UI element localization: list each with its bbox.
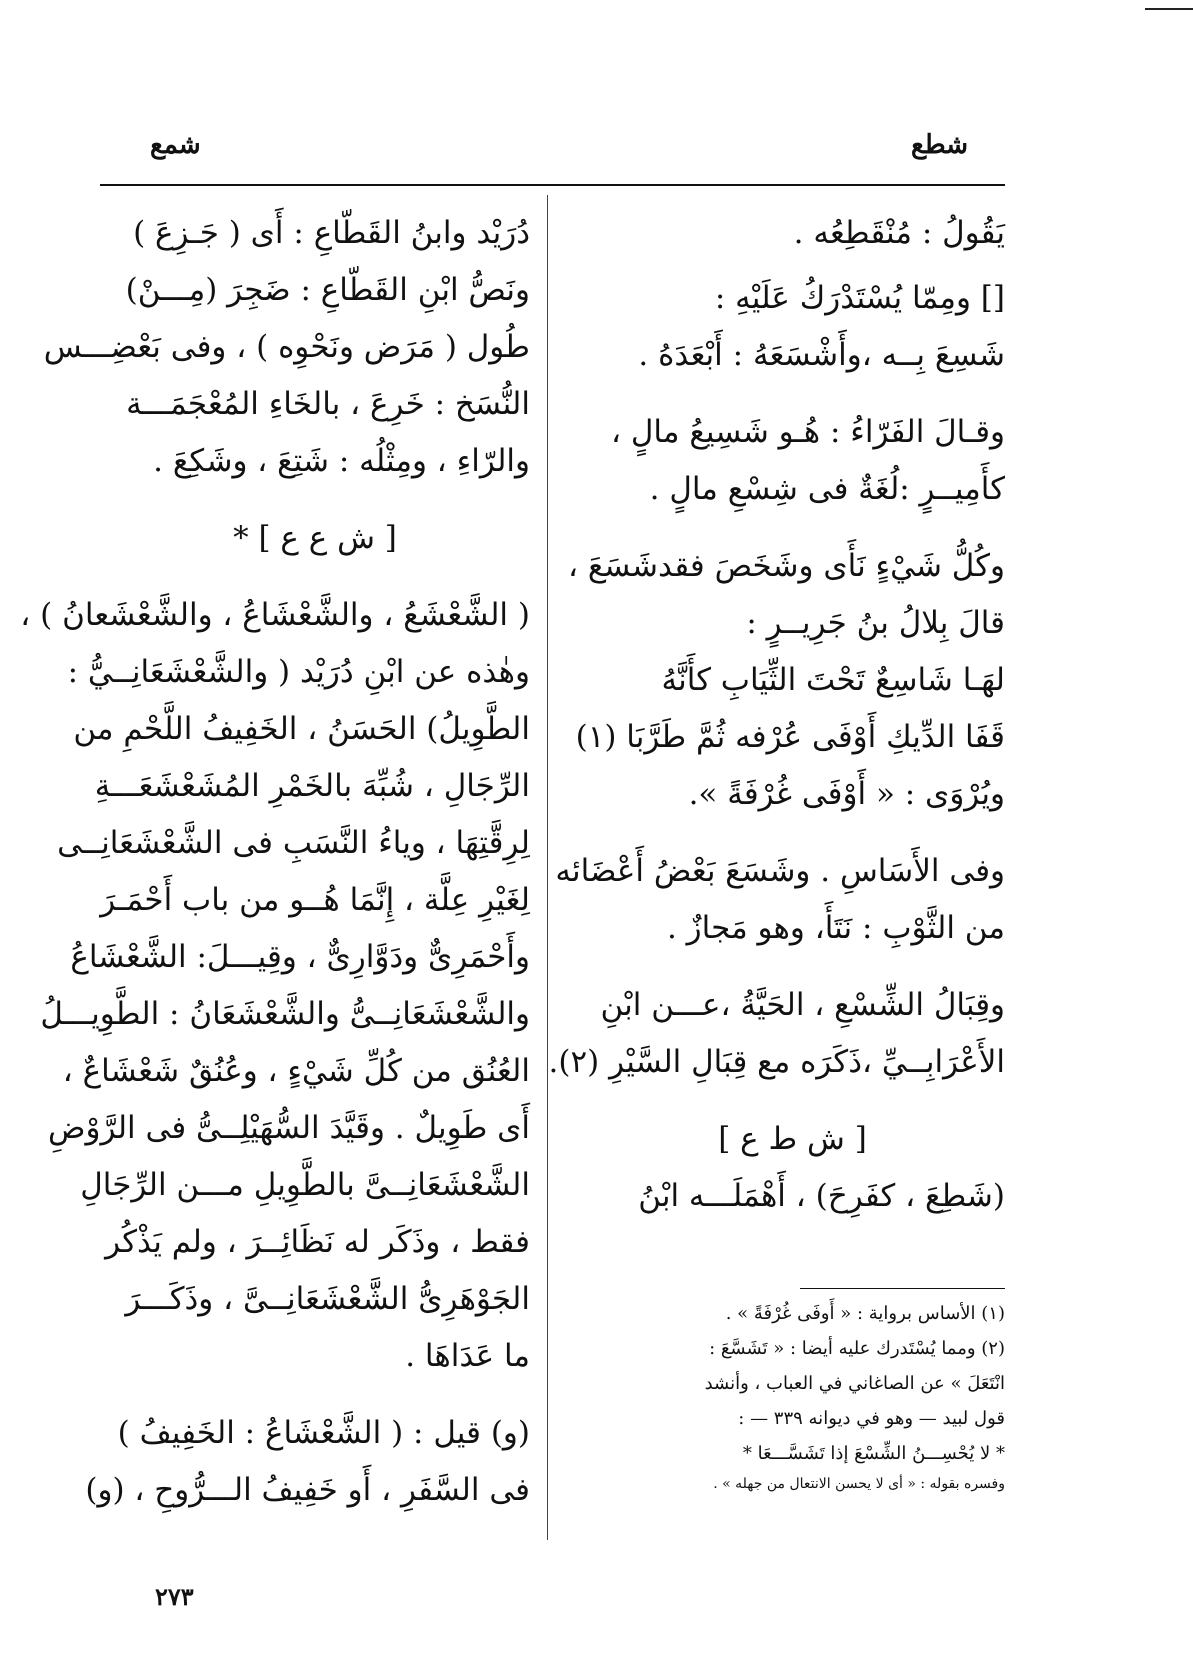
header-rule	[100, 184, 1005, 186]
text-line: والشَّعْشَعَانِــىُّ والشَّعْشَعَانُ : الطَّوِيـــلُ	[40, 996, 530, 1032]
footnote-line: (١) الأساس برواية : « أَوفَى غُرْفَةً » .	[725, 1303, 1005, 1324]
footnote-line: قول لبيد — وهو في ديوانه ٣٣٩ — :	[738, 1408, 1005, 1429]
text-line: وفى الأَسَاسِ . وشَسَعَ بَعْضُ أَعْضَائه	[555, 853, 1005, 889]
text-line: لِرِقَّتِهَا ، وياءُ النَّسَبِ فى الشَّعْشَعَانِــى	[57, 825, 530, 861]
text-line: فى السَّفَرِ ، أَو خَفِيفُ الـــرُّوحِ ، (و)	[85, 1472, 530, 1508]
text-line: النُّسَخ : خَرِعَ ، بالخَاءِ المُعْجَمَـــة	[126, 386, 530, 422]
column-divider	[547, 195, 548, 1540]
entry-heading: [ ش ع ع ] *	[233, 520, 397, 556]
verse-line: لهَـا شَاسِعٌ تَحْتَ الثِّيَابِ كأَنَّهُ	[661, 662, 1005, 698]
text-line: قالَ بِلالُ بنُ جَرِيــرٍ :	[746, 605, 1005, 641]
footnote-line: (٢) ومما يُسْتَدرك عليه أيضا : « تَشَسَّعَ :	[709, 1338, 1005, 1359]
text-line: ونَصُّ ابْنِ القَطّاعِ : ضَجِرَ (مِـــنْ)	[125, 272, 530, 308]
text-line: الطَّوِيلُ) الحَسَنُ ، الخَفِيفُ اللَّحْمِ من	[73, 711, 530, 747]
text-line: من الثَّوْبِ : نَتَأَ، وهو مَجازٌ .	[666, 910, 1005, 946]
text-line: لِغَيْرِ عِلَّة ، إِنَّمَا هُــو من باب أَحْمَـرَ	[100, 882, 530, 918]
text-line: الجَوْهَرِىُّ الشَّعْشَعَانِــىَّ ، وذَكَـــرَ	[125, 1281, 530, 1317]
footnotes	[580, 1296, 1005, 1497]
running-head-right: شطع	[911, 130, 968, 160]
text-line: فقط ، وذَكَر له نَظَائِــرَ ، ولم يَذْكُر	[105, 1224, 530, 1260]
text-line: شَسِعَ بِــه ،وأَشْسَعَهُ : أَبْعَدَهُ .	[638, 337, 1005, 373]
footnote-line: انْتَعَلَ » عن الصاغاني في العباب ، وأنشد	[704, 1373, 1005, 1394]
text-line: [] ومِمّا يُسْتَدْرَكُ عَلَيْهِ :	[714, 280, 1005, 316]
text-line: ويُرْوَى : « أَوْفَى غُرْفَةً ».	[688, 776, 1005, 812]
text-line: وكُلُّ شَيْءٍ نَأَى وشَخَصَ فقدشَسَعَ ،	[567, 548, 1005, 584]
footnote-line: وفسره بقوله : « أى لا يحسن الانتعال من جهله » .	[713, 1476, 1005, 1492]
text-line: وهٰذه عن ابْنِ دُرَيْد ( والشَّعْشَعَانِــيُّ :	[67, 654, 530, 690]
verse-line: قَفَا الدِّيكِ أَوْفَى عُرْفه ثُمَّ طَرَّبَا (١)	[575, 719, 1005, 755]
text-line: الأَعْرَابِــيِّ ،ذَكَرَه مع قِبَالِ السَّيْرِ (٢).	[548, 1044, 1005, 1080]
text-line: العُنُق من كُلِّ شَيْءٍ ، وعُنُقٌ شَعْشَاعٌ ،	[62, 1053, 530, 1089]
text-line: طُول ( مَرَض ونَحْوِه ) ، وفى بَعْضِـــس	[43, 329, 530, 365]
text-line: الشَّعْشَعَانِــىَّ بالطَّوِيلِ مـــن الرِّجَالِ	[80, 1167, 530, 1203]
text-line: يَقُولُ : مُنْقَطِعُه .	[793, 215, 1005, 251]
page-number: ٢٧٣	[155, 1582, 194, 1611]
text-line: ( الشَّعْشَعُ ، والشَّعْشَاعُ ، والشَّعْشَعانُ ) ،	[20, 597, 530, 633]
left-column	[20, 205, 530, 1519]
footnote-rule	[800, 1288, 1005, 1289]
corner-mark	[1145, 8, 1193, 10]
text-line: أَى طَوِيلٌ . وقَيَّدَ السُّهَيْلِــىُّ فى الرَّوْضِ	[48, 1110, 530, 1146]
text-line: ما عَدَاهَا .	[405, 1338, 530, 1374]
text-line: وأَحْمَرِىٌّ ودَوَّارِىٌّ ، وقِيـــلَ: الشَّعْشَاعُ	[70, 939, 530, 975]
text-line: دُرَيْد وابنُ القَطّاعِ : أَى ( جَـزِعَ )	[133, 215, 530, 251]
text-line: والرّاءِ ، ومِثْلُه : شَتِعَ ، وشَكِعَ .	[153, 443, 530, 479]
text-line: (شَطِعَ ، كفَرِحَ) ، أَهْمَلَـــه ابْنُ	[638, 1178, 1005, 1214]
entry-heading: [ ش ط ع ]	[718, 1121, 867, 1157]
text-line: كأَمِيــرٍ :لُغَةٌ فى شِسْعِ مالٍ .	[649, 471, 1005, 507]
text-line: الرِّجَالِ ، شُبِّهَ بالخَمْرِ المُشَعْشَعَـــةِ	[94, 768, 530, 804]
running-head-left: شمع	[150, 130, 201, 160]
text-line: وقِبَالُ الشِّسْعِ ، الحَيَّةُ ،عـــن ابْنِ	[600, 987, 1005, 1023]
footnote-line: * لا يُحْسِـــنُ الشِّسْعَ إذا تَشَسَّـــعَا *	[742, 1443, 1005, 1464]
text-line: وقـالَ الفَرّاءُ : هُـو شَسِيعُ مالٍ ،	[611, 414, 1005, 450]
text-line: (و) قيل : ( الشَّعْشَاعُ : الخَفِيفُ )	[117, 1415, 530, 1451]
right-column	[548, 205, 1005, 1225]
